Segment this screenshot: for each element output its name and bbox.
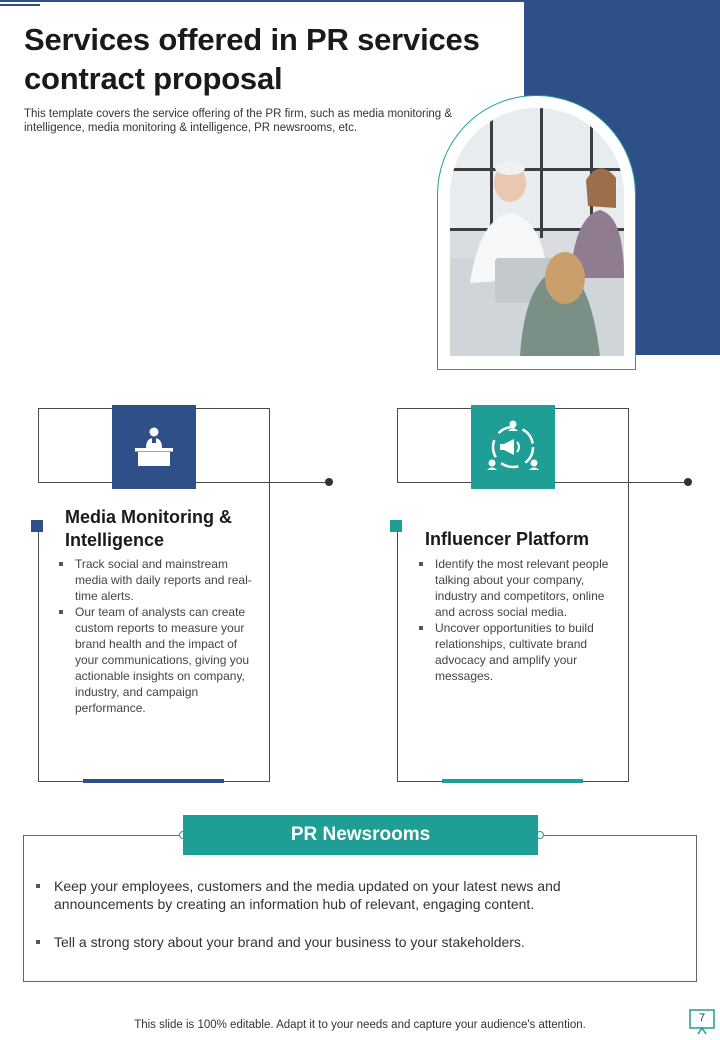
card-2-connector-dot (684, 478, 692, 486)
card-1-left-line (38, 408, 39, 483)
team-meeting-photo (450, 108, 624, 356)
top-rule (0, 0, 524, 2)
card-2-bullet-list (417, 556, 612, 684)
card-1-bullet-list (57, 556, 252, 716)
card-2-marker (390, 520, 402, 532)
top-rule-accent (0, 4, 40, 6)
list-item: Track social and mainstream media with daily reports and real-time alerts. (57, 556, 252, 604)
card-2-left-line (397, 408, 398, 483)
speaker-podium-icon (131, 424, 177, 470)
card-1-title: Media Monitoring & Intelligence (65, 507, 232, 550)
card-2-accent-bar (442, 779, 583, 783)
list-item: Keep your employees, customers and the media updated on your latest news and announcements by creating an information hub of relevant, engaging content. (36, 877, 636, 913)
card-2-title: Influencer Platform (425, 529, 590, 549)
card-2-left-lower-line (397, 530, 398, 782)
list-item: Uncover opportunities to build relationships, cultivate brand advocacy and amplify your messages. (417, 620, 612, 684)
card-1-accent-bar (83, 779, 224, 783)
card-1-right-line (269, 408, 270, 782)
newsroom-banner (183, 815, 538, 855)
megaphone-network-icon (484, 418, 542, 476)
newsroom-title: PR Newsrooms (290, 824, 431, 845)
page-title: Services offered in PR services contract proposal (24, 22, 480, 96)
card-2-right-line (628, 408, 629, 782)
newsroom-bullet-list (36, 877, 636, 971)
footer-note: This slide is 100% editable. Adapt it to your needs and capture your audience's attention. (134, 1019, 586, 1031)
list-item: Tell a strong story about your brand and your business to your stakeholders. (36, 933, 636, 951)
list-item: Our team of analysts can create custom reports to measure your brand health and the impact of your communications, giving you actionable insights on company, industry, and campaign performance. (57, 604, 252, 716)
page-subtitle: This template covers the service offering of the PR firm, such as media monitoring & intelligence, media monitoring & intelligence, PR newsrooms, etc. (24, 108, 453, 134)
list-item: Identify the most relevant people talking about your company, industry and competitors, online and across social media. (417, 556, 612, 620)
card-2-icon-box (471, 405, 555, 489)
card-1-icon-box (112, 405, 196, 489)
page-number: 7 (698, 1012, 706, 1024)
card-1-left-lower-line (38, 530, 39, 782)
card-1-connector-dot (325, 478, 333, 486)
card-1-marker (31, 520, 43, 532)
